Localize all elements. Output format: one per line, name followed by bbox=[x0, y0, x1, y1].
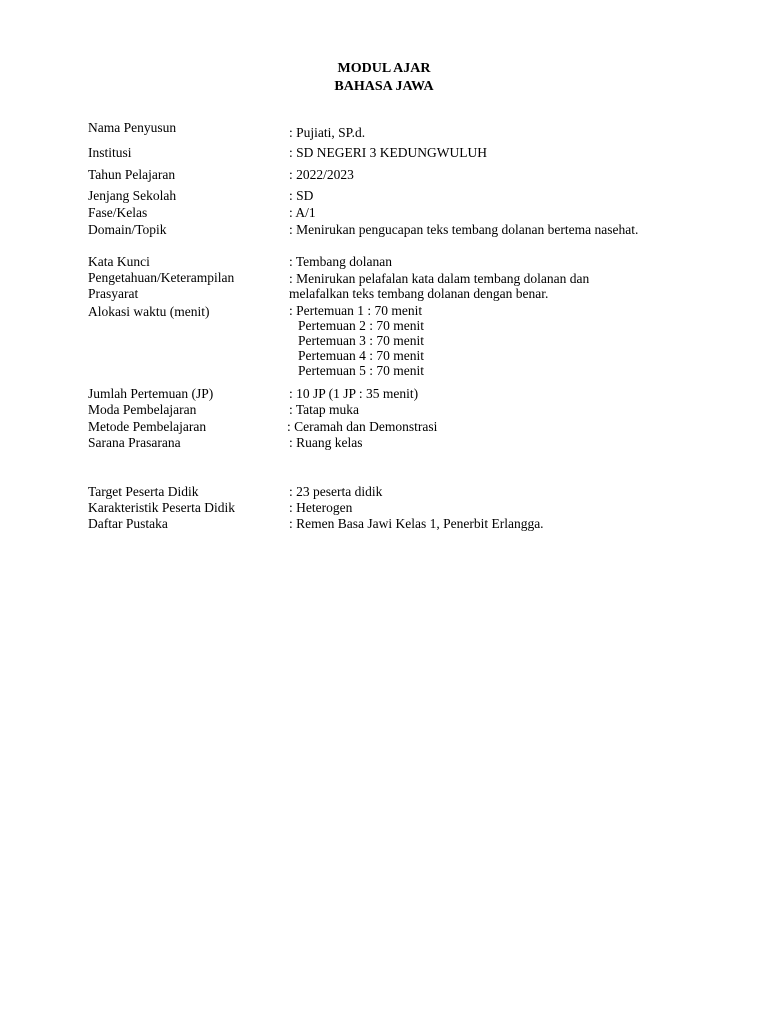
value-pertemuan-2: Pertemuan 2 : 70 menit bbox=[298, 318, 424, 333]
value-prasyarat-line2: melafalkan teks tembang dolanan dengan benar. bbox=[289, 286, 549, 301]
value-pertemuan-3: Pertemuan 3 : 70 menit bbox=[298, 333, 424, 348]
label-metode-pembelajaran: Metode Pembelajaran bbox=[88, 419, 207, 434]
label-alokasi-waktu: Alokasi waktu (menit) bbox=[88, 304, 210, 319]
label-kata-kunci: Kata Kunci bbox=[88, 254, 150, 269]
label-target-peserta-didik: Target Peserta Didik bbox=[88, 484, 199, 499]
value-pertemuan-5: Pertemuan 5 : 70 menit bbox=[298, 363, 424, 378]
value-jumlah-pertemuan: : 10 JP (1 JP : 35 menit) bbox=[289, 386, 419, 401]
value-karakteristik-peserta-didik: : Heterogen bbox=[289, 500, 353, 515]
value-prasyarat-line1: : Menirukan pelafalan kata dalam tembang dolanan dan bbox=[289, 271, 590, 286]
value-metode-pembelajaran: : Ceramah dan Demonstrasi bbox=[287, 419, 438, 434]
label-sarana-prasarana: Sarana Prasarana bbox=[88, 435, 181, 450]
value-institusi: : SD NEGERI 3 KEDUNGWULUH bbox=[289, 145, 487, 160]
value-moda-pembelajaran: : Tatap muka bbox=[289, 402, 360, 417]
document-subtitle: BAHASA JAWA bbox=[334, 79, 434, 94]
value-domain-topik: : Menirukan pengucapan teks tembang dolanan bertema nasehat. bbox=[289, 222, 639, 237]
value-pertemuan-4: Pertemuan 4 : 70 menit bbox=[298, 348, 424, 363]
value-sarana-prasarana: : Ruang kelas bbox=[289, 435, 363, 450]
label-moda-pembelajaran: Moda Pembelajaran bbox=[88, 402, 197, 417]
label-daftar-pustaka: Daftar Pustaka bbox=[88, 516, 168, 531]
label-nama-penyusun: Nama Penyusun bbox=[88, 120, 177, 135]
label-jumlah-pertemuan: Jumlah Pertemuan (JP) bbox=[88, 386, 214, 401]
label-domain-topik: Domain/Topik bbox=[88, 222, 167, 237]
value-pertemuan-1: : Pertemuan 1 : 70 menit bbox=[289, 303, 423, 318]
value-tahun-pelajaran: : 2022/2023 bbox=[289, 167, 354, 182]
label-karakteristik-peserta-didik: Karakteristik Peserta Didik bbox=[88, 500, 235, 515]
label-prasyarat-line2: Prasyarat bbox=[88, 286, 139, 301]
label-tahun-pelajaran: Tahun Pelajaran bbox=[88, 167, 176, 182]
value-fase-kelas: : A/1 bbox=[289, 205, 316, 220]
label-fase-kelas: Fase/Kelas bbox=[88, 205, 148, 220]
value-kata-kunci: : Tembang dolanan bbox=[289, 254, 393, 269]
label-jenjang-sekolah: Jenjang Sekolah bbox=[88, 188, 177, 203]
label-institusi: Institusi bbox=[88, 145, 132, 160]
value-daftar-pustaka: : Remen Basa Jawi Kelas 1, Penerbit Erlangga. bbox=[289, 516, 544, 531]
value-jenjang-sekolah: : SD bbox=[289, 188, 314, 203]
value-target-peserta-didik: : 23 peserta didik bbox=[289, 484, 383, 499]
label-prasyarat-line1: Pengetahuan/Keterampilan bbox=[88, 270, 235, 285]
value-nama-penyusun: : Pujiati, SP.d. bbox=[289, 125, 366, 140]
document-title: MODUL AJAR bbox=[337, 61, 431, 76]
